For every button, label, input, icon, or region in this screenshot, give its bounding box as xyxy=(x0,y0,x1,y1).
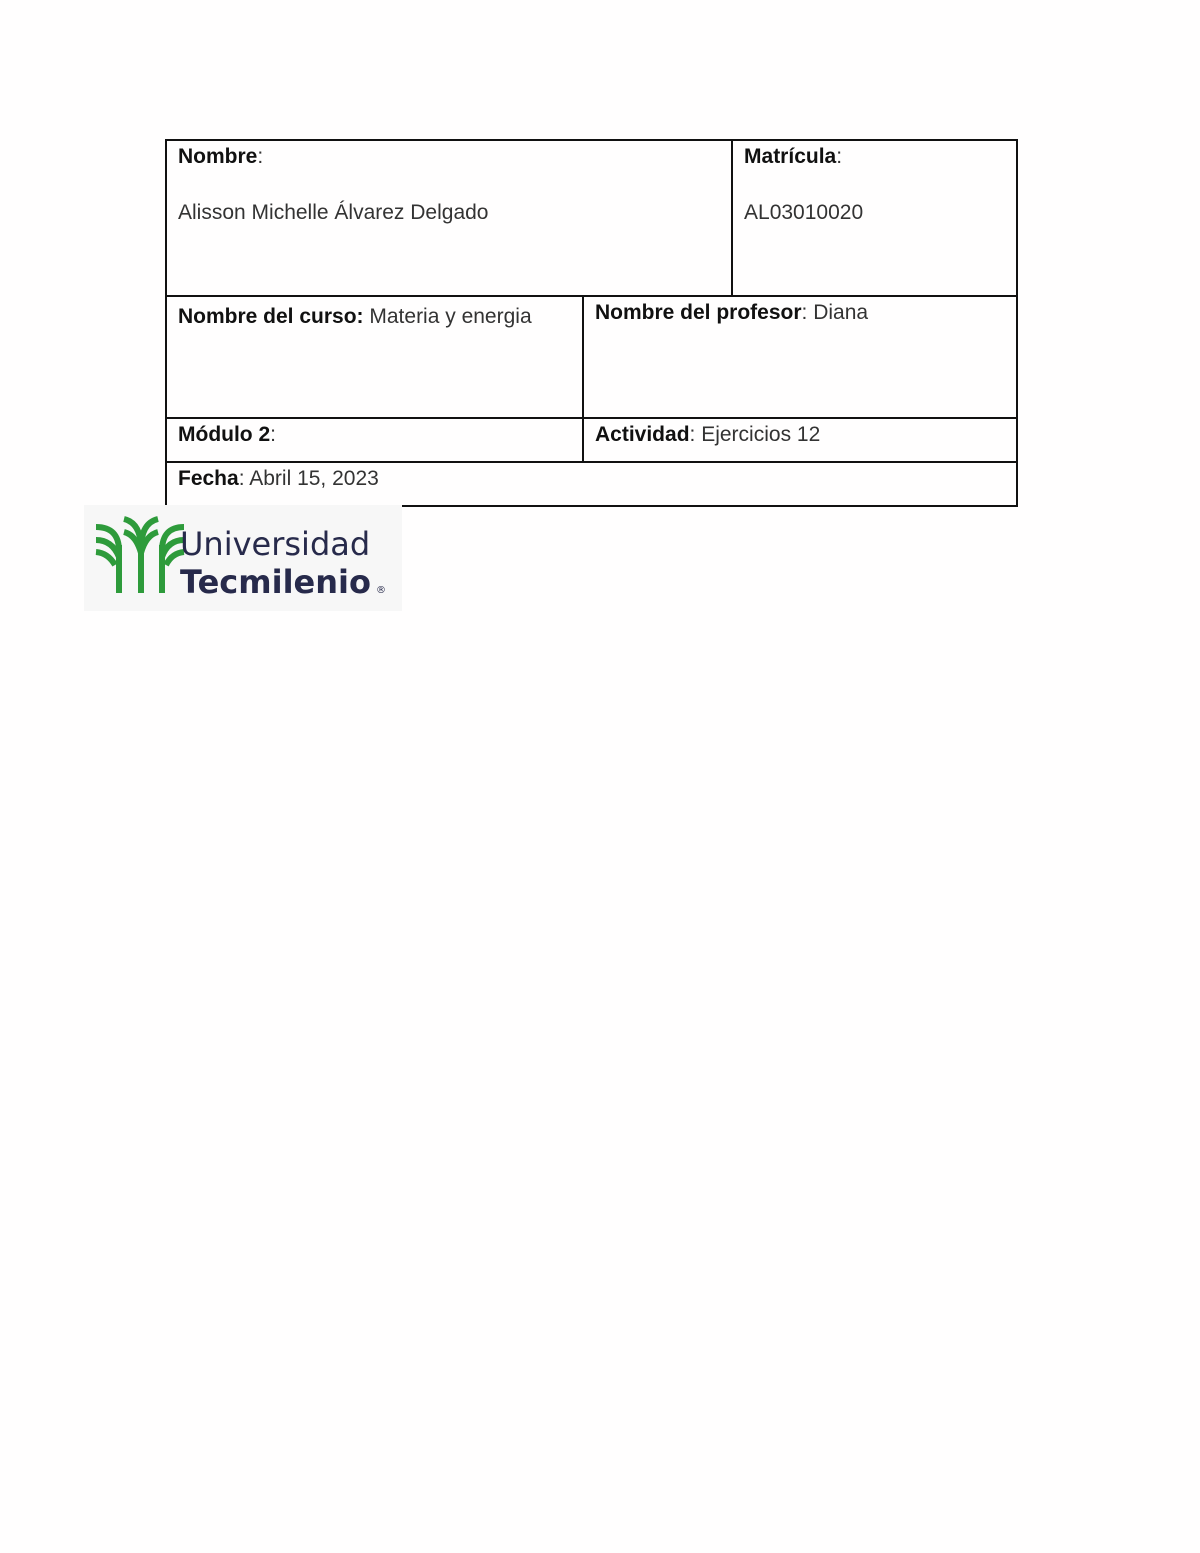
curso-label: Nombre del curso: xyxy=(178,305,364,328)
matricula-value: AL03010020 xyxy=(744,201,864,224)
nombre-label: Nombre xyxy=(178,145,258,168)
curso-cell xyxy=(166,296,583,418)
fecha-sep: : xyxy=(238,467,245,490)
matricula-sep: : xyxy=(836,145,843,168)
tecmilenio-logo-graphic xyxy=(84,505,402,611)
actividad-label: Actividad xyxy=(595,423,690,446)
fecha-label: Fecha xyxy=(178,467,239,490)
modulo-cell xyxy=(166,418,583,462)
actividad-sep: : xyxy=(689,423,696,446)
fecha-value: Abril 15, 2023 xyxy=(244,467,379,490)
matricula-cell xyxy=(732,140,1017,296)
modulo-sep: : xyxy=(270,423,276,446)
profesor-sep: : xyxy=(801,301,808,324)
curso-value: Materia y energia xyxy=(363,305,532,328)
tecmilenio-emblem-icon xyxy=(96,519,184,593)
nombre-cell xyxy=(166,140,732,296)
nombre-sep: : xyxy=(257,145,264,168)
actividad-cell xyxy=(583,418,1017,462)
profesor-label: Nombre del profesor xyxy=(595,301,802,324)
tecmilenio-logo xyxy=(84,505,402,611)
profesor-cell xyxy=(583,296,1017,418)
fecha-cell xyxy=(166,462,1017,506)
profesor-value: Diana xyxy=(807,301,869,324)
modulo-label: Módulo 2 xyxy=(178,423,271,446)
logo-line1: Universidad xyxy=(180,525,371,563)
actividad-value: Ejercicios 12 xyxy=(695,423,821,446)
matricula-label: Matrícula xyxy=(744,145,837,168)
logo-registered-mark: ® xyxy=(376,585,386,596)
nombre-value: Alisson Michelle Álvarez Delgado xyxy=(178,201,489,224)
logo-line2: Tecmilenio xyxy=(180,563,371,601)
cover-info-table xyxy=(165,139,1018,507)
